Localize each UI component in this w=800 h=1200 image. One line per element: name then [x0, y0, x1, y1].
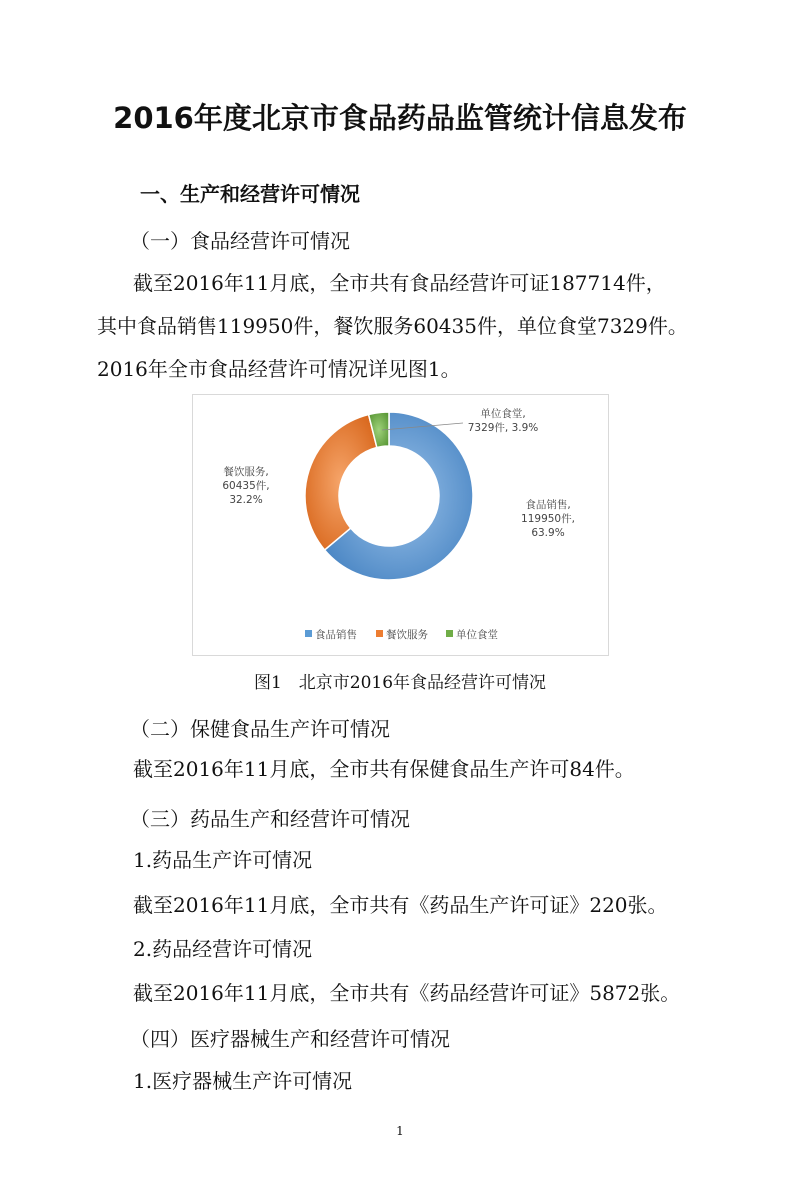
- subsection-heading-medical-device: （四）医疗器械生产和经营许可情况: [130, 1027, 450, 1051]
- paragraph-line: 截至2016年11月底，全市共有食品经营许可证187714件，: [133, 271, 666, 295]
- paragraph-line: 其中食品销售119950件，餐饮服务60435件，单位食堂7329件。: [97, 314, 688, 338]
- food-business-paragraph: [97, 262, 688, 391]
- subsection-heading-health-food: （二）保健食品生产许可情况: [130, 717, 390, 741]
- health-food-paragraph: 截至2016年11月底，全市共有保健食品生产许可84件。: [133, 757, 635, 781]
- legend-label: 餐饮服务: [386, 629, 428, 641]
- food-license-donut-chart: [192, 394, 609, 656]
- drug-production-heading: 1.药品生产许可情况: [133, 848, 313, 872]
- legend-swatch: [446, 630, 453, 637]
- legend-label: 食品销售: [315, 629, 357, 641]
- legend-canteen: [446, 628, 498, 641]
- legend-swatch: [305, 630, 312, 637]
- data-label-line: 单位食堂,: [480, 408, 526, 420]
- drug-business-paragraph: 截至2016年11月底，全市共有《药品经营许可证》5872张。: [133, 981, 681, 1005]
- legend-swatch: [376, 630, 383, 637]
- drug-production-paragraph: 截至2016年11月底，全市共有《药品生产许可证》220张。: [133, 893, 668, 917]
- figure-caption: 图1 北京市2016年食品经营许可情况: [253, 673, 547, 693]
- page-number: 1: [396, 1124, 404, 1138]
- data-label-line: 60435件,: [222, 480, 270, 492]
- legend-label: 单位食堂: [456, 629, 498, 641]
- data-label-line: 32.2%: [229, 494, 263, 506]
- slice-catering: [305, 415, 377, 550]
- label-catering: [222, 465, 269, 506]
- data-label-line: 119950件,: [521, 513, 575, 525]
- legend-catering: [376, 628, 428, 641]
- data-label-line: 63.9%: [531, 527, 565, 539]
- donut-chart-svg: [193, 395, 608, 655]
- data-label-line: 食品销售,: [525, 499, 571, 511]
- section-heading-licensing: 一、生产和经营许可情况: [140, 182, 360, 206]
- medical-device-production-heading: 1.医疗器械生产许可情况: [133, 1069, 353, 1093]
- paragraph-line: 2016年全市食品经营许可情况详见图1。: [97, 357, 461, 381]
- legend-food-sales: [305, 628, 357, 641]
- data-label-line: 7329件, 3.9%: [467, 422, 539, 434]
- label-canteen: [468, 407, 539, 434]
- document-title: 2016年度北京市食品药品监管统计信息发布: [113, 101, 687, 135]
- subsection-heading-drug: （三）药品生产和经营许可情况: [130, 807, 410, 831]
- data-label-line: 餐饮服务,: [223, 466, 269, 478]
- drug-business-heading: 2.药品经营许可情况: [133, 937, 313, 961]
- subsection-heading-food-business: （一）食品经营许可情况: [130, 229, 350, 253]
- label-food-sales: [521, 498, 575, 539]
